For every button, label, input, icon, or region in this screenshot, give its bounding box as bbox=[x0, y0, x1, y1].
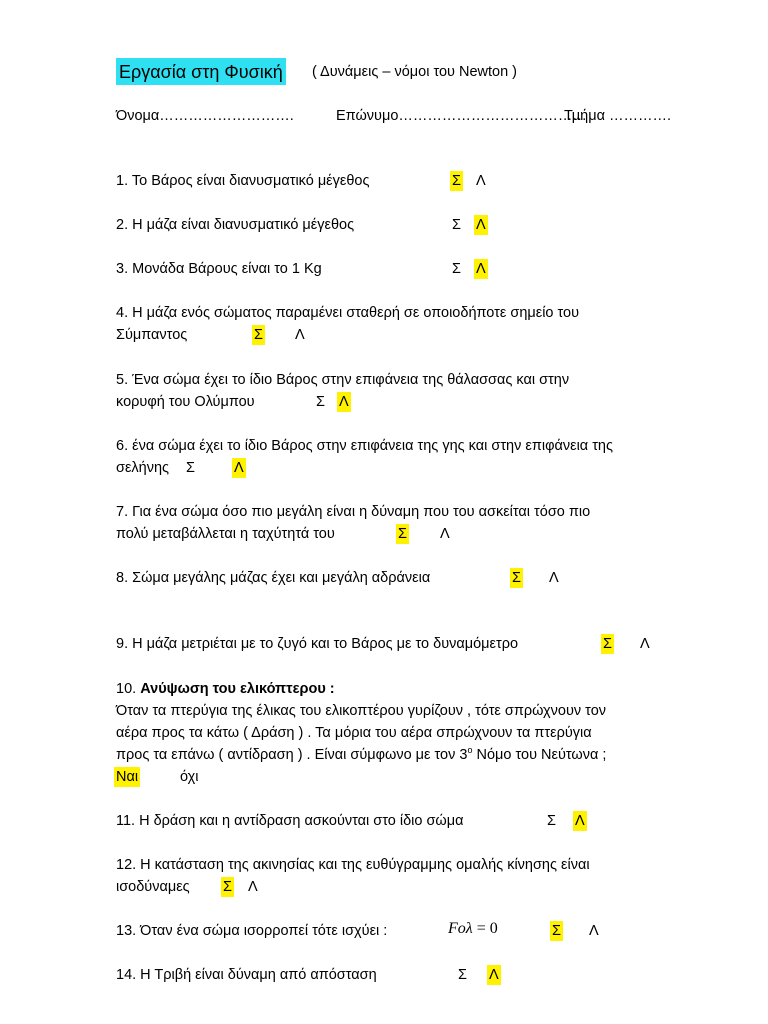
question-5-line-2: κορυφή του Ολύμπου bbox=[116, 394, 255, 410]
q2-false-option: Λ bbox=[476, 217, 486, 233]
q10-no-option: όχι bbox=[180, 769, 199, 785]
question-10-line-3-end: Νόμο του Νεύτωνα ; bbox=[472, 747, 607, 763]
q3-true-option: Σ bbox=[452, 261, 461, 277]
question-10-line-3 bbox=[116, 745, 606, 765]
q11-false-option: Λ bbox=[575, 813, 585, 829]
question-3: 3. Μονάδα Βάρους είναι το 1 Kg bbox=[116, 261, 322, 277]
question-10-line-1: Όταν τα πτερύγια της έλικας του ελικοπτέρου γυρίζουν , τότε σπρώχνουν τον bbox=[116, 703, 607, 719]
q13-false-option: Λ bbox=[589, 923, 599, 939]
q6-true-option: Σ bbox=[186, 460, 195, 476]
q7-false-option: Λ bbox=[440, 526, 450, 542]
question-10-line-3-start: προς τα επάνω ( αντίδραση ) . Είναι σύμφωνο με τον 3 bbox=[116, 747, 468, 763]
q4-false-option: Λ bbox=[295, 327, 305, 343]
q7-true-option: Σ bbox=[398, 526, 407, 542]
question-9: 9. Η μάζα μετριέται με το ζυγό και το Βάρος με το δυναμόμετρο bbox=[116, 636, 519, 652]
q9-false-option: Λ bbox=[640, 636, 650, 652]
question-4-line-2: Σύμπαντος bbox=[116, 327, 188, 343]
q3-false-option: Λ bbox=[476, 261, 486, 277]
question-10-title: Ανύψωση του ελικόπτερου : bbox=[140, 681, 335, 697]
q1-false-option: Λ bbox=[476, 173, 486, 189]
question-7-line-2: πολύ μεταβάλλεται η ταχύτητά του bbox=[116, 526, 335, 542]
question-14: 14. Η Τριβή είναι δύναμη από απόσταση bbox=[116, 967, 377, 983]
q1-true-option: Σ bbox=[452, 173, 461, 189]
surname-field: Επώνυμο………………………………… bbox=[336, 108, 587, 124]
q11-true-option: Σ bbox=[547, 813, 556, 829]
worksheet-subtitle: ( Δυνάμεις – νόμοι του Newton ) bbox=[312, 64, 518, 80]
q4-true-option: Σ bbox=[254, 327, 263, 343]
question-11: 11. Η δράση και η αντίδραση ασκούνται στο ίδιο σώμα bbox=[116, 813, 464, 829]
q9-true-option: Σ bbox=[603, 636, 612, 652]
question-7-line-1: 7. Για ένα σώμα όσο πιο μεγάλη είναι η δύναμη που του ασκείται τόσο πιο bbox=[116, 504, 591, 520]
question-6-line-2: σελήνης bbox=[116, 460, 170, 476]
q14-false-option: Λ bbox=[489, 967, 499, 983]
q13-true-option: Σ bbox=[552, 923, 561, 939]
question-12-line-2: ισοδύναμες bbox=[116, 879, 190, 895]
q6-false-option: Λ bbox=[234, 460, 244, 476]
equilibrium-formula bbox=[446, 919, 500, 939]
q12-false-option: Λ bbox=[248, 879, 258, 895]
question-6-line-1: 6. ένα σώμα έχει το ίδιο Βάρος στην επιφάνεια της γης και στην επιφάνεια της bbox=[116, 438, 613, 454]
question-10-heading bbox=[116, 679, 335, 699]
name-field: Όνομα………………………. bbox=[116, 108, 294, 124]
q10-yes-option: Ναι bbox=[116, 769, 139, 785]
question-12-line-1: 12. Η κατάσταση της ακινησίας και της ευθύγραμμης ομαλής κίνησης είναι bbox=[116, 857, 590, 873]
class-field: Τμήμα …………. bbox=[564, 108, 672, 124]
q5-false-option: Λ bbox=[339, 394, 349, 410]
question-4-line-1: 4. Η μάζα ενός σώματος παραμένει σταθερή σε οποιοδήποτε σημείο του bbox=[116, 305, 580, 321]
question-5-line-1: 5. Ένα σώμα έχει το ίδιο Βάρος στην επιφάνεια της θάλασσας και στην bbox=[116, 372, 570, 388]
question-8: 8. Σώμα μεγάλης μάζας έχει και μεγάλη αδράνεια bbox=[116, 570, 431, 586]
q8-false-option: Λ bbox=[549, 570, 559, 586]
q8-true-option: Σ bbox=[512, 570, 521, 586]
question-10-number: 10. bbox=[116, 681, 137, 697]
question-13: 13. Όταν ένα σώμα ισορροπεί τότε ισχύει : bbox=[116, 923, 388, 939]
ordinal-superscript: ο bbox=[467, 745, 473, 755]
q5-true-option: Σ bbox=[316, 394, 325, 410]
q2-true-option: Σ bbox=[452, 217, 461, 233]
formula-lhs: Fολ bbox=[448, 920, 473, 937]
q12-true-option: Σ bbox=[223, 879, 232, 895]
question-2: 2. Η μάζα είναι διανυσματικό μέγεθος bbox=[116, 217, 355, 233]
formula-rhs: = 0 bbox=[476, 920, 498, 937]
q14-true-option: Σ bbox=[458, 967, 467, 983]
worksheet-title: Εργασία στη Φυσική bbox=[116, 58, 286, 85]
question-10-line-2: αέρα προς τα κάτω ( Δράση ) . Τα μόρια του αέρα σπρώχνουν τα πτερύγια bbox=[116, 725, 592, 741]
question-1: 1. Το Βάρος είναι διανυσματικό μέγεθος bbox=[116, 173, 370, 189]
